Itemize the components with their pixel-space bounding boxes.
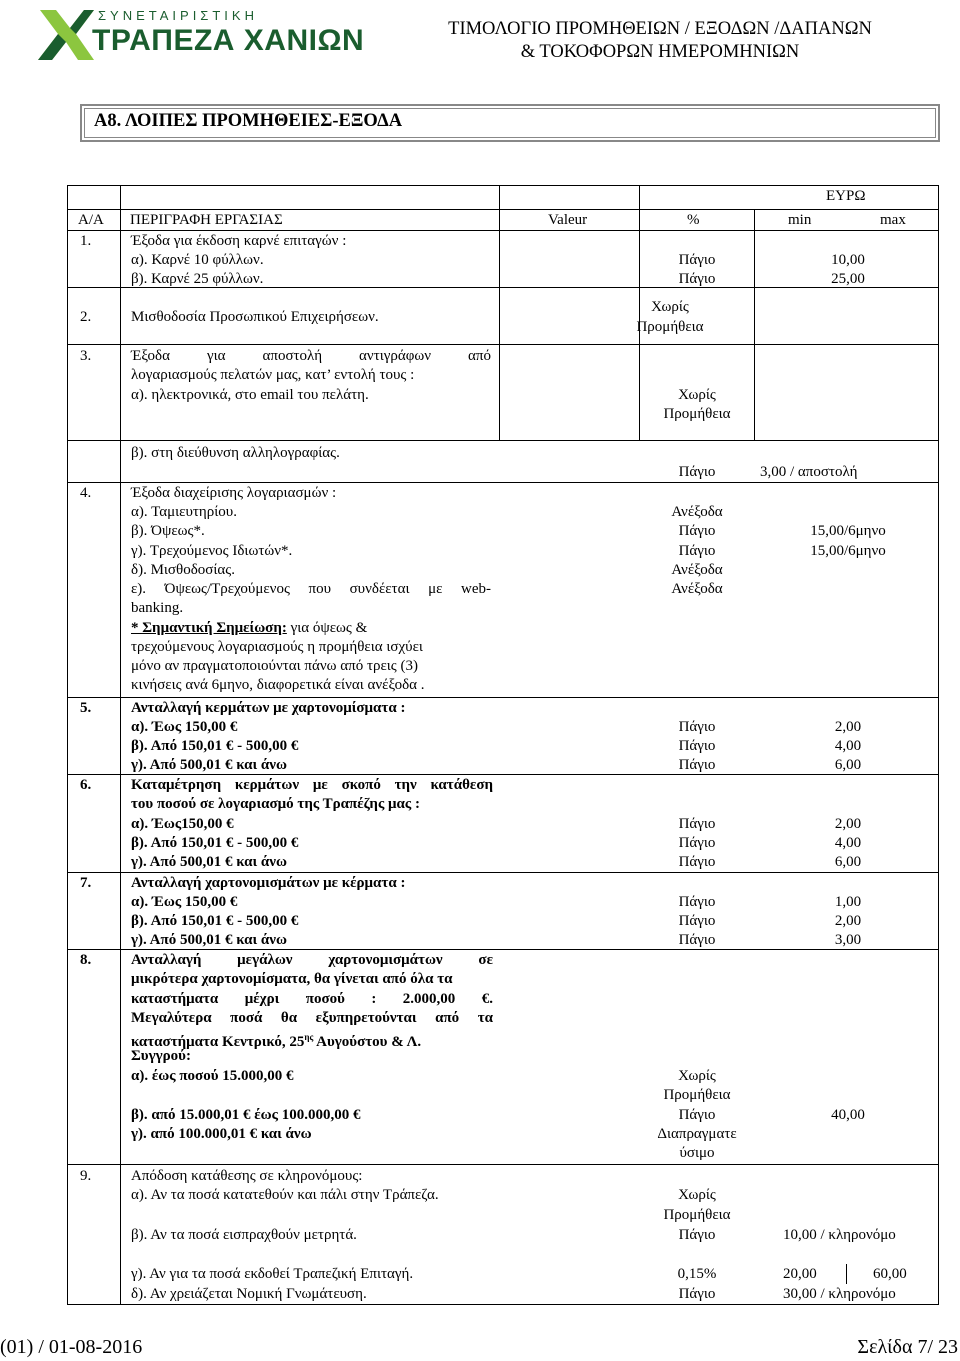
row-text: Ανταλλαγή μεγάλων χαρτονομισμάτων σε	[131, 952, 493, 968]
row-min: 4,00	[834, 835, 862, 851]
row-percent: Προμήθεια	[663, 1087, 731, 1103]
footer-date: (01) / 01-08-2016	[0, 1336, 143, 1358]
row-percent: Πάγιο	[678, 543, 716, 559]
note-text: τρεχούμενους λογαριασμούς η προμήθεια ισχύει	[131, 639, 423, 655]
row-text: του ποσού σε λογαριασμό της Τραπέζης μας :	[131, 796, 420, 812]
row-percent: Ανέξοδα	[671, 562, 723, 578]
important-note	[131, 619, 367, 639]
row-number: 8.	[80, 952, 92, 968]
row-min: 15,00/6μηνο	[810, 523, 886, 539]
note-label: * Σημαντική Σημείωση:	[131, 620, 287, 636]
row-text: α). Έως 150,00 €	[131, 719, 238, 735]
row-percent: Χωρίς	[678, 1187, 716, 1203]
row-percent: Προμήθεια	[663, 1207, 731, 1223]
row-text: β). Από 150,01 € - 500,00 €	[131, 913, 299, 929]
col-header-aa: Α/Α	[78, 212, 104, 228]
page-number: Σελίδα 7/ 23	[857, 1336, 958, 1358]
row-min: 2,00	[834, 719, 862, 735]
row-percent: Χωρίς	[678, 1068, 716, 1084]
title-line-1: ΤΙΜΟΛΟΓΙΟ ΠΡΟΜΗΘΕΙΩΝ / ΕΞΟΔΩΝ /ΔΑΠΑΝΩΝ	[448, 19, 872, 39]
row-percent: Πάγιο	[678, 1286, 716, 1302]
row-text: banking.	[131, 600, 184, 616]
row-percent: Πάγιο	[678, 854, 716, 870]
bank-logo	[36, 6, 365, 64]
row-text: α). έως ποσού 15.000,00 €	[131, 1068, 294, 1084]
row-text: γ). Από 500,01 € και άνω	[131, 854, 287, 870]
col-header-max: max	[880, 212, 906, 228]
row-min: 3,00 / αποστολή	[760, 464, 858, 480]
row-percent: Πάγιο	[678, 271, 716, 287]
row-percent: Πάγιο	[678, 913, 716, 929]
row-percent: Προμήθεια	[663, 406, 731, 422]
row-percent: Πάγιο	[678, 1227, 716, 1243]
logo-x-icon	[36, 6, 96, 64]
row-number: 3.	[80, 348, 92, 364]
row-text-part: Αυγούστου & Λ.	[313, 1034, 422, 1050]
document-title	[350, 18, 960, 64]
section-title: Α8. ΛΟΙΠΕΣ ΠΡΟΜΗΘΕΙΕΣ-ΕΞΟΔΑ	[94, 111, 403, 131]
row-text: δ). Μισθοδοσίας.	[131, 562, 235, 578]
row-min: 4,00	[834, 738, 862, 754]
row-text: α). Έως150,00 €	[131, 816, 234, 832]
row-percent: Πάγιο	[678, 1107, 716, 1123]
row-text: γ). Από 500,01 € και άνω	[131, 757, 287, 773]
row-text: Ανταλλαγή χαρτονομισμάτων με κέρματα :	[131, 875, 406, 891]
row-text: β). Αν τα ποσά εισπραχθούν μετρητά.	[131, 1227, 357, 1243]
row-text: α). Αν τα ποσά κατατεθούν και πάλι στην Τράπεζα.	[131, 1187, 439, 1203]
row-text: Συγγρού:	[131, 1048, 191, 1064]
row-min: 6,00	[834, 757, 862, 773]
col-header-min: min	[788, 212, 812, 228]
row-text: β). Όψεως*.	[131, 523, 205, 539]
row-min: 10,00 / κληρονόμο	[783, 1227, 896, 1243]
row-percent: Προμήθεια	[636, 319, 704, 335]
col-header-percent: %	[687, 212, 700, 228]
row-percent: Πάγιο	[678, 738, 716, 754]
row-text: γ). Αν για τα ποσά εκδοθεί Τραπεζική Επιταγή.	[131, 1266, 414, 1282]
row-text: β). στη διεύθυνση αλληλογραφίας.	[131, 445, 340, 461]
logo-text-top: ΣΥΝΕΤΑΙΡΙΣΤΙΚΗ	[98, 8, 258, 23]
row-min: 1,00	[834, 894, 862, 910]
row-text: β). Από 150,01 € - 500,00 €	[131, 835, 299, 851]
title-line-2: & ΤΟΚΟΦΟΡΩΝ ΗΜΕΡΟΜΗΝΙΩΝ	[520, 42, 800, 62]
row-min: 10,00	[831, 252, 865, 268]
row-percent: Χωρίς	[678, 387, 716, 403]
row-min: 3,00	[834, 932, 862, 948]
row-number: 4.	[80, 485, 92, 501]
row-percent: ύσιμο	[679, 1145, 715, 1161]
note-text: για όψεως &	[286, 620, 368, 636]
row-text: α). Καρνέ 10 φύλλων.	[131, 252, 264, 268]
row-text: Μεγαλύτερα ποσά θα εξυπηρετούνται από τα	[131, 1010, 493, 1026]
row-text: γ). από 100.000,01 € και άνω	[131, 1126, 312, 1142]
row-percent: Πάγιο	[678, 523, 716, 539]
row-text: μικρότερα χαρτονομίσματα, θα γίνεται από όλα τα	[131, 971, 453, 987]
row-number: 5.	[80, 700, 92, 716]
row-text: β). Από 150,01 € - 500,00 €	[131, 738, 299, 754]
row-text: Έξοδα για έκδοση καρνέ επιταγών :	[131, 233, 347, 249]
row-percent: Πάγιο	[678, 816, 716, 832]
row-percent: Χωρίς	[651, 299, 689, 315]
note-text: κινήσεις ανά 6μηνο, διαφορετικά είναι ανέξοδα .	[131, 677, 425, 693]
col-header-description: ΠΕΡΙΓΡΑΦΗ ΕΡΓΑΣΙΑΣ	[130, 212, 283, 228]
row-min: 40,00	[831, 1107, 865, 1123]
row-percent: Διαπραγματε	[657, 1126, 737, 1142]
row-number: 1.	[80, 233, 92, 249]
row-text: ε). Όψεως/Τρεχούμενος που συνδέεται με web-	[131, 581, 491, 597]
row-percent: Πάγιο	[678, 719, 716, 735]
row-text: β). Καρνέ 25 φύλλων.	[131, 271, 264, 287]
row-text: β). από 15.000,01 € έως 100.000,00 €	[131, 1107, 361, 1123]
row-text: καταστήματα μέχρι ποσού : 2.000,00 €.	[131, 991, 493, 1007]
row-number: 6.	[80, 777, 92, 793]
currency-header: ΕΥΡΩ	[826, 188, 866, 204]
row-percent: Πάγιο	[678, 894, 716, 910]
row-text: α). Έως 150,00 €	[131, 894, 238, 910]
row-text: Μισθοδοσία Προσωπικού Επιχειρήσεων.	[131, 309, 379, 325]
row-min: 2,00	[834, 816, 862, 832]
row-text: δ). Αν χρειάζεται Νομική Γνωμάτευση.	[131, 1286, 367, 1302]
row-min: 6,00	[834, 854, 862, 870]
row-percent: 0,15%	[677, 1266, 717, 1282]
row-text: Έξοδα για αποστολή αντιγράφων από	[131, 348, 491, 364]
row-text: Έξοδα διαχείρισης λογαριασμών :	[131, 485, 337, 501]
row-percent: Πάγιο	[678, 252, 716, 268]
superscript: ης	[304, 1032, 314, 1042]
row-min: 20,00	[783, 1266, 817, 1282]
row-min: 2,00	[834, 913, 862, 929]
row-text-part: καταστήματα Κεντρικό, 25	[131, 1034, 305, 1050]
row-percent: Πάγιο	[678, 835, 716, 851]
col-header-valeur: Valeur	[548, 212, 588, 228]
row-percent: Πάγιο	[678, 464, 716, 480]
row-text: α). Ταμιευτηρίου.	[131, 504, 237, 520]
logo-text-main: ΤΡΑΠΕΖΑ ΧΑΝΙΩΝ	[92, 24, 365, 57]
row-percent: Ανέξοδα	[671, 581, 723, 597]
row-max: 60,00	[873, 1266, 907, 1282]
row-text: Καταμέτρηση κερμάτων με σκοπό την κατάθεση	[131, 777, 493, 793]
row-min: 15,00/6μηνο	[810, 543, 886, 559]
row-percent: Πάγιο	[678, 932, 716, 948]
note-text: μόνο αν πραγματοποιούνται πάνω από τρεις (3)	[131, 658, 418, 674]
row-text: γ). Τρεχούμενος Ιδιωτών*.	[131, 543, 293, 559]
row-min: 25,00	[831, 271, 865, 287]
row-text: Απόδοση κατάθεσης σε κληρονόμους:	[131, 1168, 363, 1184]
row-text: γ). Από 500,01 € και άνω	[131, 932, 287, 948]
row-number: 7.	[80, 875, 92, 891]
row-text: α). ηλεκτρονικά, στο email του πελάτη.	[131, 387, 369, 403]
row-percent: Ανέξοδα	[671, 504, 723, 520]
row-number: 2.	[80, 309, 92, 325]
row-text: λογαριασμούς πελατών μας, κατ’ εντολή τους :	[131, 367, 415, 383]
row-text: Ανταλλαγή κερμάτων με χαρτονομίσματα :	[131, 700, 406, 716]
row-number: 9.	[80, 1168, 92, 1184]
row-percent: Πάγιο	[678, 757, 716, 773]
row-min: 30,00 / κληρονόμο	[783, 1286, 896, 1302]
